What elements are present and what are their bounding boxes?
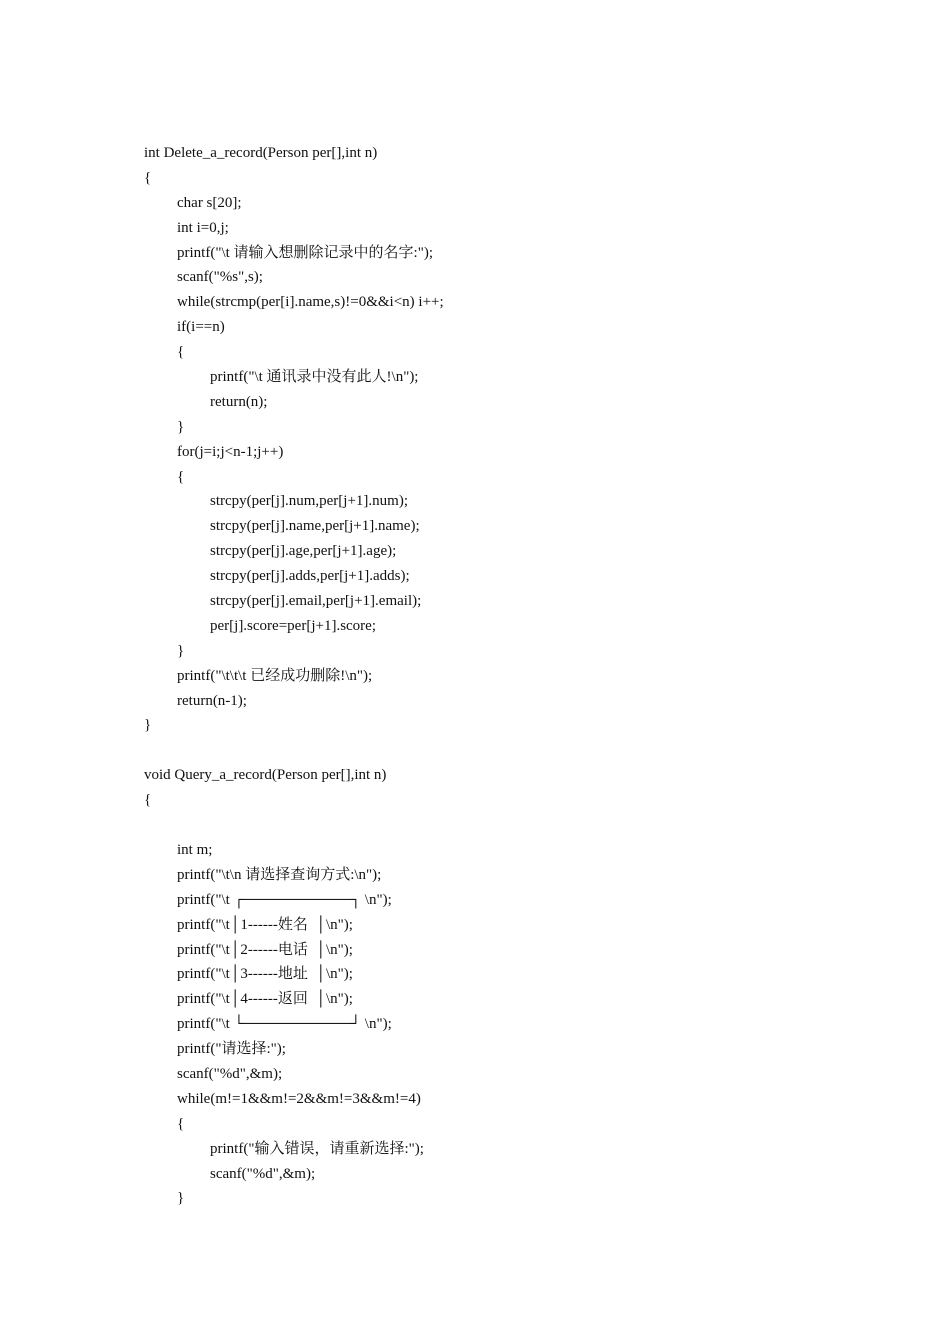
code-line: scanf("%d",&m); (210, 1165, 316, 1182)
code-line: printf("\t\n 请选择查询方式:\n"); (177, 866, 382, 883)
code-line: printf("\t│1------姓名 │\n"); (177, 916, 353, 933)
code-line: strcpy(per[j].name,per[j+1].name); (210, 518, 420, 535)
code-listing (144, 141, 904, 1211)
code-line: for(j=i;j<n-1;j++) (177, 443, 284, 460)
code-line: int m; (177, 841, 213, 858)
code-line (144, 738, 904, 763)
code-line: printf("请选择:"); (177, 1041, 286, 1058)
code-line: int Delete_a_record(Person per[],int n) (144, 145, 378, 161)
code-line: char s[20]; (177, 194, 242, 211)
code-line: { (177, 344, 185, 361)
code-line: return(n); (210, 393, 268, 410)
code-line: { (177, 1115, 185, 1132)
code-line: printf("\t│4------返回 │\n"); (177, 991, 353, 1008)
code-line: int i=0,j; (177, 219, 229, 236)
code-line: strcpy(per[j].num,per[j+1].num); (210, 493, 408, 510)
code-line: printf("\t\t\t 已经成功删除!\n"); (177, 667, 373, 684)
code-line: { (177, 468, 185, 485)
code-line: printf("\t 通讯录中没有此人!\n"); (210, 369, 419, 386)
code-line: void Query_a_record(Person per[],int n) (144, 767, 387, 784)
code-line: printf("\t 请输入想删除记录中的名字:"); (177, 244, 433, 261)
code-line: per[j].score=per[j+1].score; (210, 617, 377, 634)
code-line (144, 813, 904, 838)
code-line: printf("\t ┌──────────┐ \n"); (177, 891, 392, 908)
code-line: scanf("%d",&m); (177, 1065, 283, 1082)
code-line: printf("输入错误，请重新选择:"); (210, 1140, 424, 1157)
code-line: } (177, 418, 185, 435)
code-line: strcpy(per[j].age,per[j+1].age); (210, 543, 397, 560)
code-line: while(strcmp(per[i].name,s)!=0&&i<n) i++; (177, 294, 444, 311)
code-line: return(n-1); (177, 692, 247, 709)
code-line: { (144, 169, 152, 186)
code-line: { (144, 792, 152, 809)
code-line: printf("\t│2------电话 │\n"); (177, 941, 353, 958)
code-line: } (177, 642, 185, 659)
code-line: printf("\t └──────────┘ \n"); (177, 1016, 392, 1033)
code-line: scanf("%s",s); (177, 269, 263, 286)
code-line: strcpy(per[j].email,per[j+1].email); (210, 593, 422, 610)
code-line: printf("\t│3------地址 │\n"); (177, 966, 353, 983)
code-line: } (144, 717, 152, 734)
code-line: if(i==n) (177, 319, 225, 336)
code-line: strcpy(per[j].adds,per[j+1].adds); (210, 568, 410, 585)
code-line: while(m!=1&&m!=2&&m!=3&&m!=4) (177, 1090, 421, 1107)
code-line: } (177, 1190, 185, 1207)
